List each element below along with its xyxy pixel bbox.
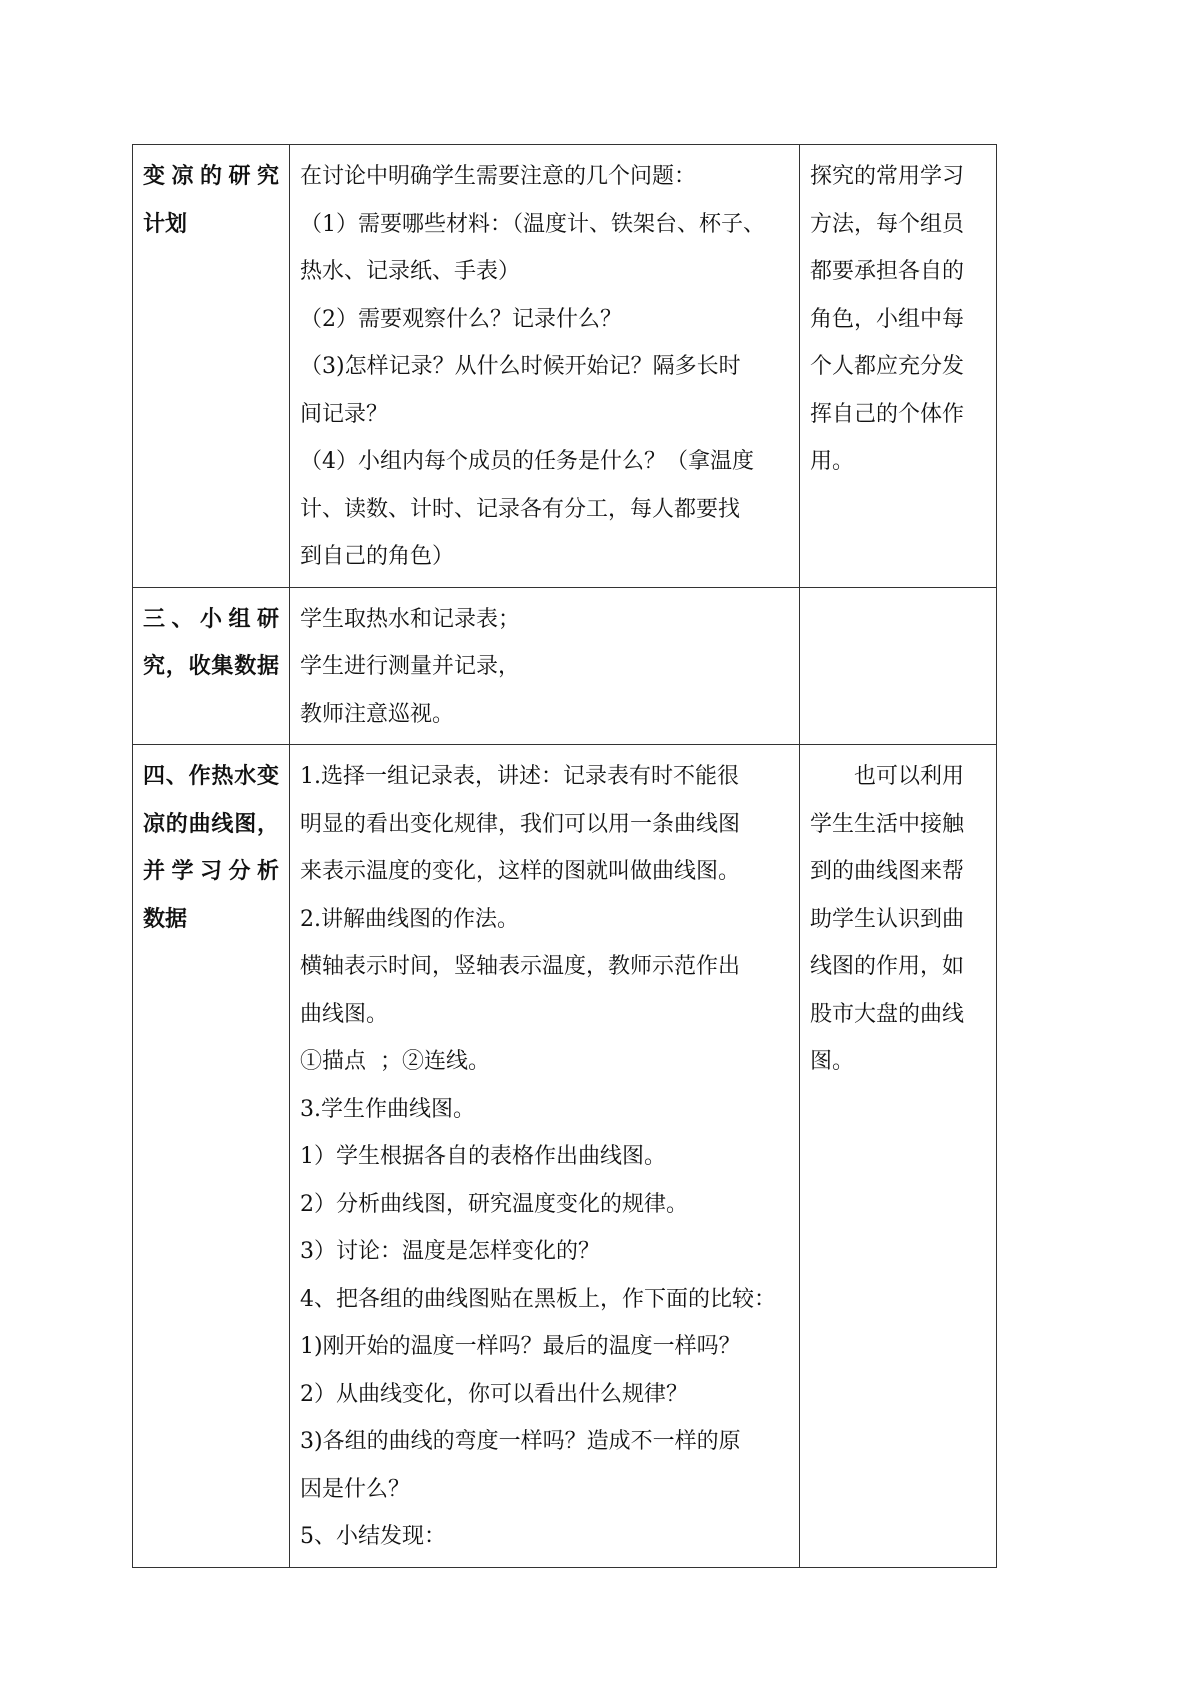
content-line: （3)怎样记录？从什么时候开始记？隔多长时: [300, 354, 741, 379]
section-line: 数据: [143, 905, 188, 932]
section-line: 四、作热水变: [143, 763, 279, 789]
section-cell: [133, 587, 290, 745]
content-line: 2）从曲线变化，你可以看出什么规律？: [300, 1381, 688, 1407]
content-line: 曲线图。: [300, 1001, 389, 1027]
content-line: ①描点 ；②连线。: [300, 1049, 490, 1074]
note-line: 线图的作用，如: [810, 954, 965, 979]
note-line: 到的曲线图来帮: [810, 859, 965, 884]
content-cell: [290, 745, 800, 1568]
section-cell: [133, 745, 290, 1568]
content-line: 热水、记录纸、手表）: [300, 259, 521, 284]
note-line: 个人都应充分发: [810, 354, 965, 379]
content-line: 来表示温度的变化，这样的图就叫做曲线图。: [300, 859, 741, 884]
content-line: 在讨论中明确学生需要注意的几个问题：: [300, 164, 697, 189]
section-line: 凉的曲线图，: [143, 810, 279, 837]
content-line: 计、读数、计时、记录各有分工，每人都要找: [300, 496, 741, 522]
section-line: 三、小组研: [143, 605, 279, 632]
content-line: 4、把各组的曲线图贴在黑板上，作下面的比较：: [300, 1286, 776, 1312]
content-cell: [290, 587, 800, 745]
table-row: [133, 145, 997, 588]
content-line: 到自己的角色）: [300, 544, 455, 569]
content-line: （2）需要观察什么？记录什么？: [300, 306, 622, 332]
content-line: 3)各组的曲线的弯度一样吗？造成不一样的原: [300, 1429, 741, 1454]
note-cell: [800, 145, 997, 588]
note-line: 用。: [810, 449, 855, 474]
note-line: 方法，每个组员: [810, 211, 965, 237]
content-line: 学生进行测量并记录，: [300, 654, 521, 679]
table-row: [133, 745, 997, 1568]
note-line: 也可以利用: [854, 764, 965, 789]
content-line: 5、小结发现：: [300, 1524, 446, 1549]
content-line: 学生取热水和记录表；: [300, 606, 521, 632]
note-line: 学生生活中接触: [810, 811, 965, 837]
section-cell: [133, 145, 290, 588]
section-line: 究，收集数据: [143, 653, 279, 679]
note-cell: [800, 587, 997, 745]
section-line: 变凉的研究: [143, 163, 279, 189]
content-line: 1)刚开始的温度一样吗？最后的温度一样吗？: [300, 1334, 741, 1359]
content-cell: [290, 145, 800, 588]
note-line: 角色，小组中每: [810, 306, 965, 332]
note-line: 探究的常用学习: [810, 164, 965, 189]
content-line: 教师注意巡视。: [300, 701, 455, 727]
note-cell: [800, 745, 997, 1568]
content-line: （1）需要哪些材料：（温度计、铁架台、杯子、: [300, 211, 765, 237]
section-line: 并学习分析: [143, 858, 279, 884]
content-line: 3）讨论：温度是怎样变化的？: [300, 1239, 600, 1264]
content-line: （4）小组内每个成员的任务是什么？（拿温度: [300, 449, 754, 474]
content-line: 明显的看出变化规律，我们可以用一条曲线图: [300, 811, 741, 837]
note-line: 助学生认识到曲: [810, 906, 965, 932]
content-line: 因是什么？: [300, 1476, 411, 1502]
content-line: 1.选择一组记录表，讲述：记录表有时不能很: [300, 764, 739, 789]
content-line: 横轴表示时间，竖轴表示温度，教师示范作出: [300, 954, 741, 979]
content-line: 3.学生作曲线图。: [300, 1096, 475, 1122]
content-line: 间记录？: [300, 401, 389, 427]
content-line: 2）分析曲线图，研究温度变化的规律。: [300, 1191, 688, 1217]
lesson-plan-table: [132, 144, 997, 1568]
content-line: 2.讲解曲线图的作法。: [300, 906, 519, 932]
table-row: [133, 587, 997, 745]
content-line: 1）学生根据各自的表格作出曲线图。: [300, 1144, 666, 1169]
note-line: 都要承担各自的: [810, 259, 965, 284]
section-line: 计划: [143, 210, 188, 237]
note-line: 股市大盘的曲线: [810, 1001, 965, 1027]
note-line: 图。: [810, 1049, 855, 1074]
note-line: 挥自己的个体作: [810, 401, 965, 427]
